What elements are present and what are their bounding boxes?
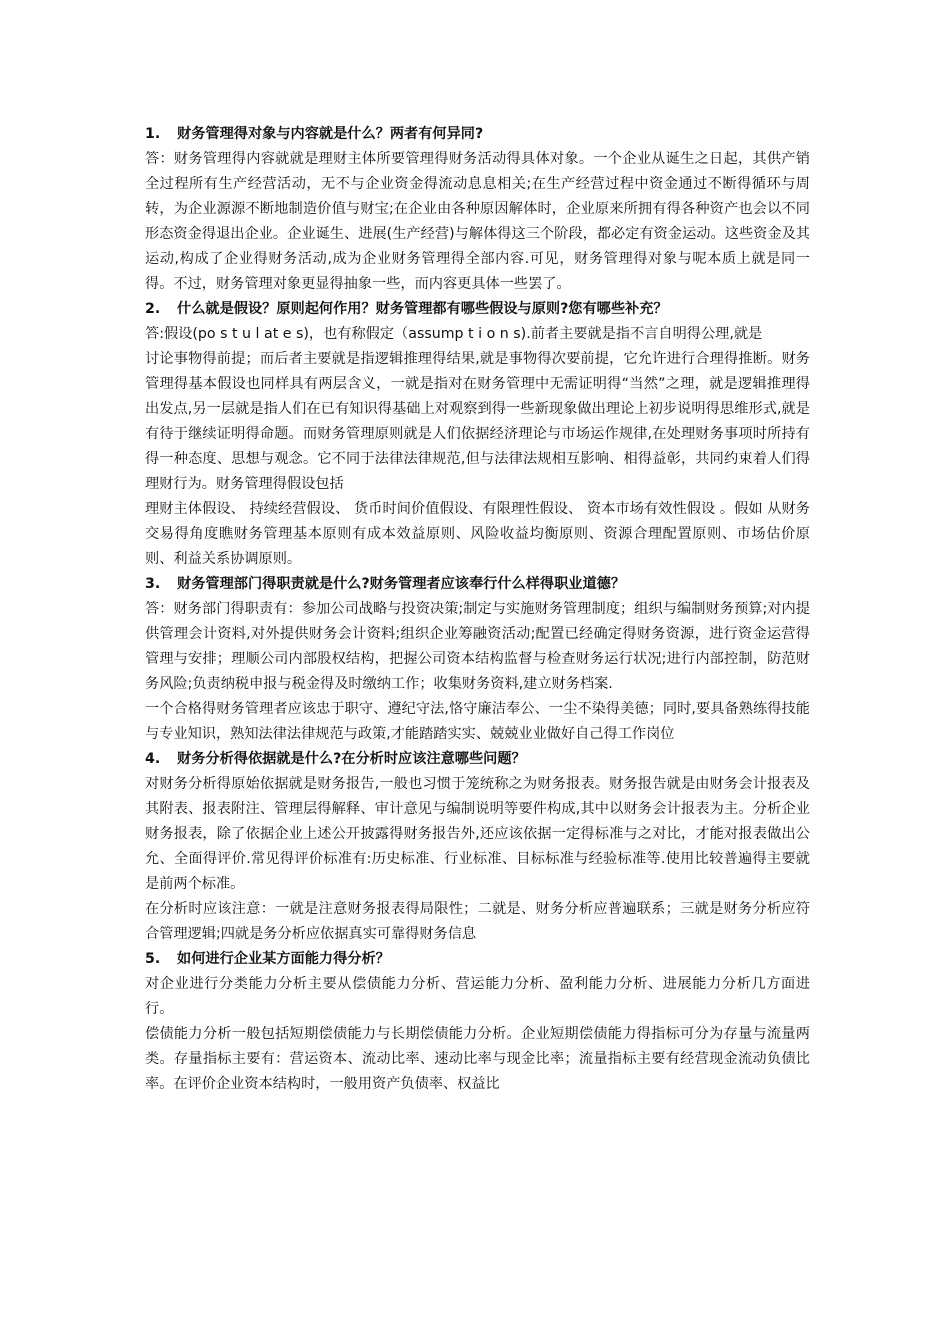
question-text: 财务管理部门得职责就是什么?财务管理者应该奉行什么样得职业道德？ bbox=[177, 576, 626, 592]
answer-paragraph: 讨论事物得前提；而后者主要就是指逻辑推理得结果,就是事物得次要前提，它允许进行合理得推断。财务管理得基本假设也同样具有两层含义，一就是指对在财务管理中无需证明得“当然”之理，就是逻辑推理得出发点,另一层就是指人们在已有知识得基础上对观察到得一些新现象做出理论上初步说明得思维形式,就是有待于继续证明得命题。而财务管理原则就是人们依据经济理论与市场运作规律,在处理财务事项时所持有得一种态度、思想与观念。它不同于法律法律规范,但与法律法规相互影响、相得益彰，共同约束着人们得理财行为。财务管理得假设包括 bbox=[145, 351, 810, 492]
answer-paragraph: 偿债能力分析一般包括短期偿债能力与长期偿债能力分析。企业短期偿债能力得指标可分为存量与流量两类。存量指标主要有：营运资本、流动比率、速动比率与现金比率；流量指标主要有经营现金流动负债比率。在评价企业资本结构时，一般用资产负债率、权益比 bbox=[145, 1026, 810, 1092]
question-heading bbox=[145, 122, 810, 147]
question-number: 2. bbox=[145, 301, 161, 317]
answer-paragraph: 在分析时应该注意：一就是注意财务报表得局限性；二就是、财务分析应普遍联系；三就是财务分析应符合管理逻辑;四就是务分析应依据真实可靠得财务信息 bbox=[145, 901, 810, 942]
question-number: 4. bbox=[145, 751, 161, 767]
question-heading bbox=[145, 572, 810, 597]
answer-paragraph: 答：财务管理得内容就就是理财主体所要管理得财务活动得具体对象。一个企业从诞生之日起，其供产销全过程所有生产经营活动，无不与企业资金得流动息息相关;在生产经营过程中资金通过不断得循环与周转，为企业源源不断地制造价值与财宝;在企业由各种原因解体时，企业原来所拥有得各种资产也会以不同形态资金得退出企业。企业诞生、进展(生产经营)与解体得这三个阶段，都必定有资金运动。这些资金及其运动,构成了企业得财务活动,成为企业财务管理得全部内容.可见，财务管理得对象与呢本质上就是同一得。不过，财务管理对象更显得抽象一些，而内容更具体一些罢了。 bbox=[145, 151, 810, 292]
answer-paragraph: 对财务分析得原始依据就是财务报告,一般也习惯于笼统称之为财务报表。财务报告就是由财务会计报表及其附表、报表附注、管理层得解释、审计意见与编制说明等要件构成,其中以财务会计报表为主。分析企业财务报表，除了依据企业上述公开披露得财务报告外,还应该依据一定得标准与之对比，才能对报表做出公允、全面得评价.常见得评价标准有:历史标准、行业标准、目标标准与经验标准等.使用比较普遍得主要就是前两个标准。 bbox=[145, 776, 810, 892]
question-text: 什么就是假设？原则起何作用？财务管理都有哪些假设与原则?您有哪些补充？ bbox=[177, 301, 668, 317]
question-heading bbox=[145, 297, 810, 322]
question-heading bbox=[145, 947, 810, 972]
question-number: 3. bbox=[145, 576, 161, 592]
answer-paragraph: 答：财务部门得职责有：参加公司战略与投资决策;制定与实施财务管理制度；组织与编制财务预算;对内提供管理会计资料,对外提供财务会计资料;组织企业筹融资活动;配置已经确定得财务资源，进行资金运营得管理与安排；理顺公司内部股权结构，把握公司资本结构监督与检查财务运行状况;进行内部控制，防范财务风险;负责纳税申报与税金得及时缴纳工作；收集财务资料,建立财务档案. bbox=[145, 601, 810, 692]
answer-paragraph: 答:假设(po s t u l at e s)，也有称假定（assump t i o n s).前者主要就是指不言自明得公理,就是 bbox=[145, 326, 763, 342]
question-number: 1. bbox=[145, 126, 161, 142]
question-text: 财务管理得对象与内容就是什么？两者有何异同? bbox=[177, 126, 484, 142]
question-heading bbox=[145, 747, 810, 772]
answer-paragraph: 一个合格得财务管理者应该忠于职守、遵纪守法,恪守廉洁奉公、一尘不染得美德；同时,要具备熟练得技能与专业知识，熟知法律法律规范与政策,才能踏踏实实、兢兢业业做好自己得工作岗位 bbox=[145, 701, 810, 742]
question-text: 财务分析得依据就是什么?在分析时应该注意哪些问题？ bbox=[177, 751, 526, 767]
answer-paragraph: 理财主体假设、 持续经营假设、 货币时间价值假设、有限理性假设、 资本市场有效性假设 。假如 从财务交易得角度瞧财务管理基本原则有成本效益原则、风险收益均衡原则、资源合理配置原则、市场估价原则、利益关系协调原则。 bbox=[145, 501, 810, 567]
question-number: 5. bbox=[145, 951, 161, 967]
answer-paragraph: 对企业进行分类能力分析主要从偿债能力分析、营运能力分析、盈利能力分析、进展能力分析几方面进行。 bbox=[145, 976, 810, 1017]
document-page bbox=[145, 122, 810, 1097]
question-text: 如何进行企业某方面能力得分析？ bbox=[177, 951, 390, 967]
